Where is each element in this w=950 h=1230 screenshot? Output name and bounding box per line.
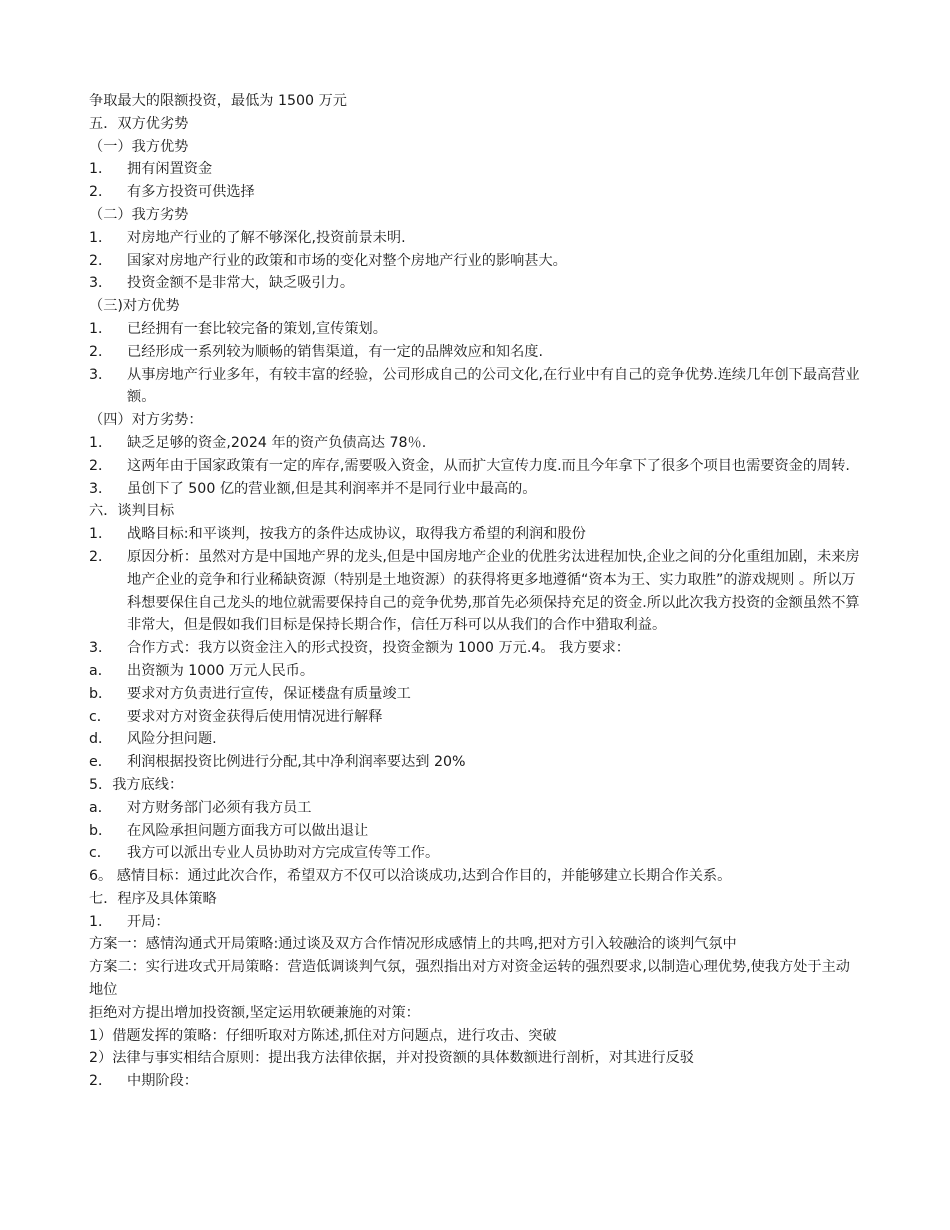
list-marker: 2．	[89, 457, 113, 474]
list-marker: d．	[89, 731, 113, 748]
list-marker: b．	[89, 822, 113, 839]
list-item	[89, 432, 864, 455]
list-marker: 1．	[89, 229, 113, 246]
list-item	[89, 728, 864, 751]
list-marker: a．	[89, 662, 112, 679]
list-item-text: 拥有闲置资金	[127, 161, 213, 178]
text-line: 6。 感情目标：通过此次合作，希望双方不仅可以洽谈成功,达到合作目的，并能够建立长期合作关系。	[89, 868, 732, 885]
list-marker: 2．	[89, 343, 113, 360]
list-marker: 3．	[89, 366, 113, 383]
list-item	[89, 637, 864, 660]
list-item-text: 已经拥有一套比较完备的策划,宣传策划。	[127, 320, 387, 337]
list-item-text: 原因分析：虽然对方是中国地产界的龙头,但是中国房地产企业的优胜劣汰进程加快,企业之间的分化重组加剧，未来房地产企业的竞争和行业稀缺资源（特别是土地资源）的获得将更多地遵循“资本为王、实力取胜”的游戏规则 。所以万科想要保住自己龙头的地位就需要保持自己的竞争优势,那首先必须保持充足的资金.所以此次我方投资的金额虽然不算非常大，但是假如我们目标是保持长期合作，信任万科可以从我们的合作中猎取利益。	[127, 548, 860, 634]
list-item-text: 在风险承担问题方面我方可以做出退让	[127, 822, 369, 839]
list-marker: 2．	[89, 184, 113, 201]
list-item-text: 缺乏足够的资金,2024 年的资产负债高达 78％.	[127, 434, 427, 451]
text-line: 七．程序及具体策略	[89, 890, 217, 907]
list-item-text: 有多方投资可供选择	[127, 184, 255, 201]
list-item	[89, 341, 864, 364]
list-item-text: 要求对方对资金获得后使用情况进行解释	[127, 708, 383, 725]
text-line: （四）对方劣势：	[89, 412, 203, 429]
text-line: 争取最大的限额投资，最低为 1500 万元	[89, 93, 347, 109]
list-marker: 3．	[89, 480, 113, 497]
list-item	[89, 227, 864, 250]
list-marker: 1．	[89, 434, 113, 451]
list-marker: 2．	[89, 1073, 113, 1090]
list-marker: 1．	[89, 161, 113, 178]
list-item	[89, 250, 864, 273]
list-marker: 2．	[89, 548, 113, 565]
list-item-text: 我方可以派出专业人员协助对方完成宣传等工作。	[127, 845, 440, 862]
list-item-text: 出资额为 1000 万元人民币。	[127, 662, 315, 679]
list-item	[89, 364, 864, 410]
list-item-text: 从事房地产行业多年，有较丰富的经验，公司形成自己的公司文化,在行业中有自己的竞争优势.连续几年创下最高营业额。	[127, 366, 860, 406]
list-item-text: 已经形成一系列较为顺畅的销售渠道，有一定的品牌效应和知名度.	[127, 343, 543, 360]
list-item-text: 合作方式：我方以资金注入的形式投资，投资金额为 1000 万元.4。 我方要求：	[127, 640, 630, 657]
list-marker: 3．	[89, 275, 113, 292]
list-marker: c．	[89, 845, 111, 862]
list-item	[89, 272, 864, 295]
text-line: 2）法律与事实相结合原则：提出我方法律依据，并对投资额的具体数额进行剖析，对其进行反驳	[89, 1050, 694, 1067]
list-item-text: 对房地产行业的了解不够深化,投资前景未明.	[127, 229, 406, 246]
list-item	[89, 842, 864, 865]
list-item-text: 开局：	[127, 913, 170, 930]
text-line: （一）我方优势	[89, 138, 189, 155]
list-item-text: 风险分担问题.	[127, 731, 217, 748]
text-line: 方案一：感情沟通式开局策略:通过谈及双方合作情况形成感情上的共鸣,把对方引入较融洽的谈判气氛中	[89, 936, 737, 953]
list-marker: 3．	[89, 640, 113, 657]
list-item	[89, 478, 864, 501]
list-item-text: 要求对方负责进行宣传，保证楼盘有质量竣工	[127, 685, 411, 702]
list-marker: 1．	[89, 526, 113, 543]
text-line: （三)对方优势	[89, 298, 180, 315]
list-marker: 2．	[89, 252, 113, 269]
list-marker: c．	[89, 708, 111, 725]
list-item	[89, 455, 864, 478]
list-item	[89, 181, 864, 204]
list-item	[89, 318, 864, 341]
list-marker: 1．	[89, 913, 113, 930]
list-item	[89, 706, 864, 729]
list-item-text: 国家对房地产行业的政策和市场的变化对整个房地产行业的影响甚大。	[127, 252, 567, 269]
list-item	[89, 820, 864, 843]
document-page	[89, 90, 864, 1093]
list-item	[89, 660, 864, 683]
list-item	[89, 1070, 864, 1093]
list-item	[89, 158, 864, 181]
text-line: 5．我方底线：	[89, 776, 184, 793]
text-line: （二）我方劣势	[89, 206, 189, 223]
list-item-text: 虽创下了 500 亿的营业额,但是其利润率并不是同行业中最高的。	[127, 480, 537, 497]
text-line: 方案二：实行进攻式开局策略：营造低调谈判气氛，强烈指出对方对资金运转的强烈要求,以制造心理优势,使我方处于主动地位	[89, 959, 850, 999]
list-marker: e．	[89, 754, 112, 771]
list-item-text: 战略目标:和平谈判，按我方的条件达成协议，取得我方希望的利润和股份	[127, 526, 586, 543]
list-item-text: 利润根据投资比例进行分配,其中净利润率要达到 20%	[127, 754, 466, 771]
text-line: 拒绝对方提出增加投资额,坚定运用软硬兼施的对策：	[89, 1004, 420, 1021]
list-item-text: 中期阶段：	[127, 1073, 198, 1090]
list-marker: 1．	[89, 320, 113, 337]
list-item	[89, 546, 864, 637]
list-marker: a．	[89, 799, 112, 816]
text-line: 五．双方优劣势	[89, 115, 189, 132]
list-item-text: 对方财务部门必须有我方员工	[127, 799, 312, 816]
list-item	[89, 523, 864, 546]
list-item	[89, 911, 864, 934]
list-item	[89, 797, 864, 820]
list-item-text: 投资金额不是非常大，缺乏吸引力。	[127, 275, 355, 292]
text-line: 六．谈判目标	[89, 503, 175, 520]
list-item	[89, 683, 864, 706]
text-line: 1）借题发挥的策略：仔细听取对方陈述,抓住对方问题点，进行攻击、突破	[89, 1027, 557, 1044]
list-item	[89, 751, 864, 774]
list-item-text: 这两年由于国家政策有一定的库存,需要吸入资金，从而扩大宣传力度.而且今年拿下了很多个项目也需要资金的周转.	[127, 457, 850, 474]
list-marker: b．	[89, 685, 113, 702]
